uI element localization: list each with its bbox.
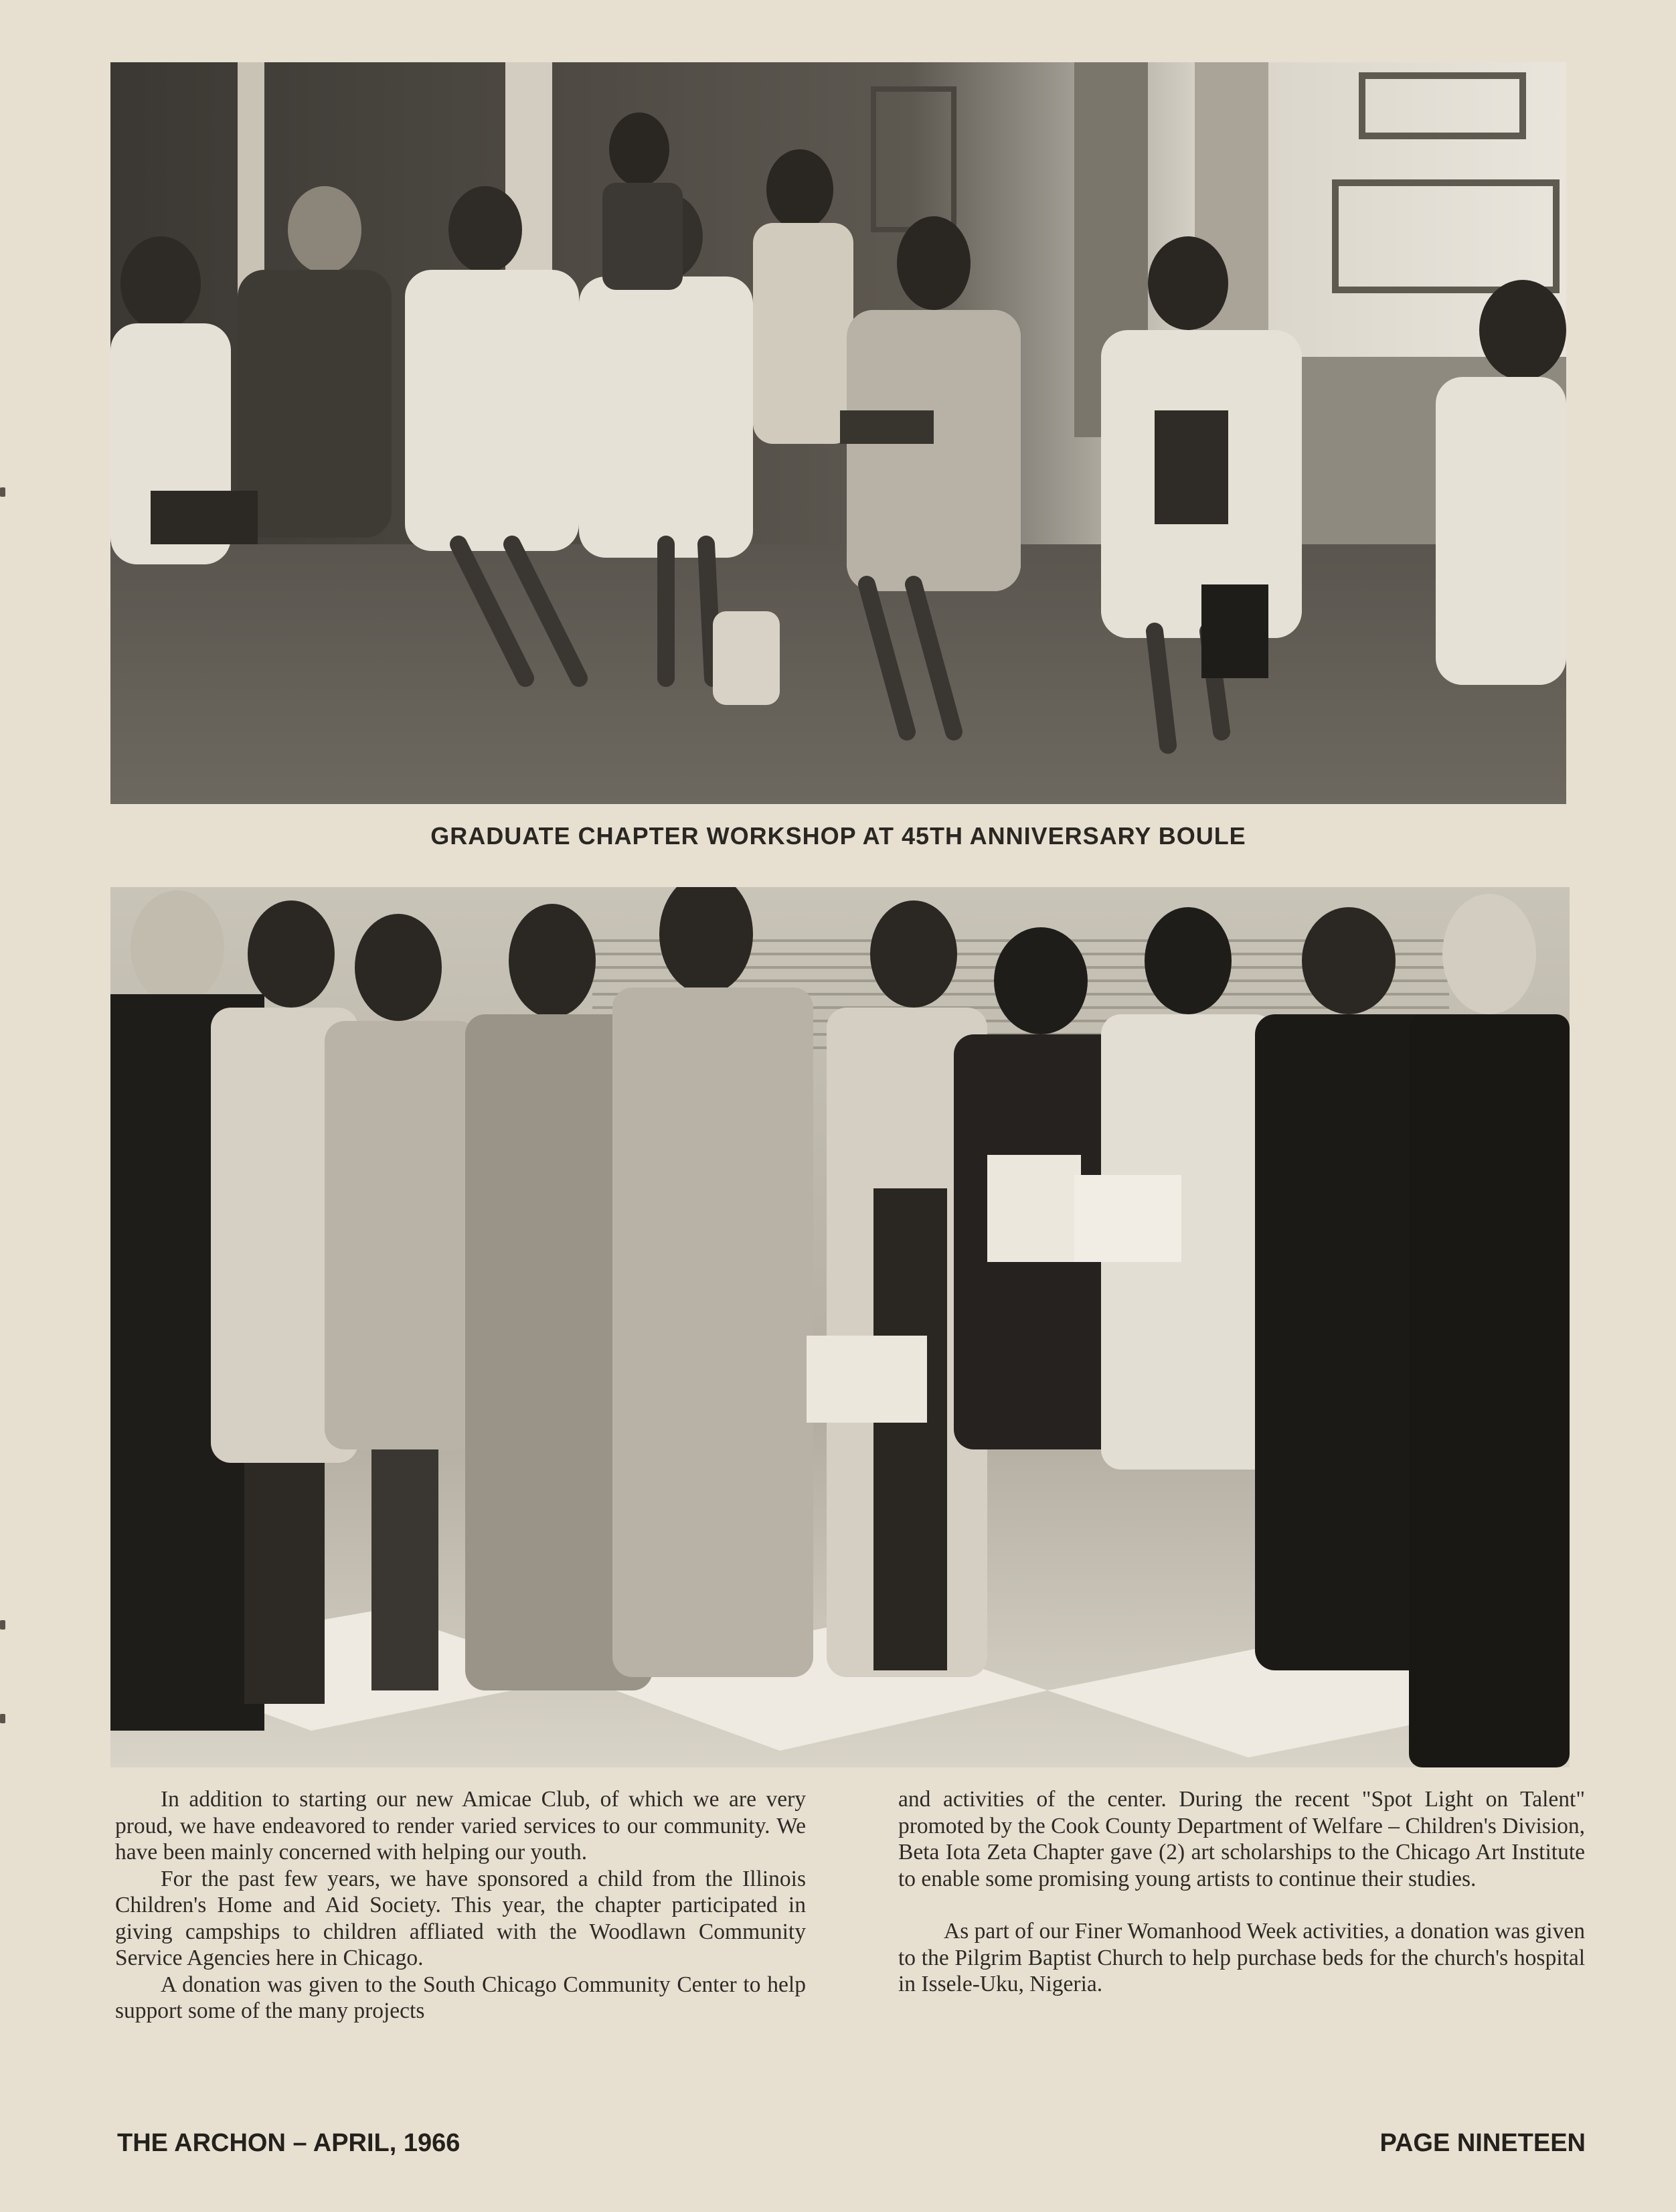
article-paragraph: As part of our Finer Womanhood Week activities, a donation was given to the Pilgrim Baptist Church to help purchase beds for the church's hospital in Issele-Uku, Nigeria. <box>898 1919 1585 1996</box>
group-photo-image <box>110 887 1570 1767</box>
photo-caption: GRADUATE CHAPTER WORKSHOP AT 45TH ANNIVERSARY BOULE <box>430 822 1246 850</box>
article-paragraph: For the past few years, we have sponsored a child from the Illinois Children's Home and Aid Society. This year, the chapter participated in giving campships to children affliated with the Woodlawn Community Service Agencies here in Chicago. <box>115 1866 806 1970</box>
binding-mark <box>0 1620 5 1630</box>
page-number: PAGE NINETEEN <box>1379 2129 1586 2157</box>
binding-mark <box>0 487 5 497</box>
workshop-photo-image <box>110 62 1566 804</box>
article-paragraph: A donation was given to the South Chicago Community Center to help support some of the many projects <box>115 1972 806 2023</box>
workshop-photo <box>110 62 1566 804</box>
binding-mark <box>0 1714 5 1723</box>
article-paragraph: In addition to starting our new Amicae Club, of which we are very proud, we have endeavored to render varied services to our community. We have been mainly concerned with helping our youth. <box>115 1787 806 1865</box>
article-column-left <box>115 1786 806 2025</box>
group-photo <box>110 887 1570 1767</box>
publication-date: THE ARCHON – APRIL, 1966 <box>117 2129 460 2157</box>
article-column-right <box>898 1786 1585 1998</box>
article-paragraph: and activities of the center. During the recent "Spot Light on Talent" promoted by the Cook County Department of Welfare – Children's Division, Beta Iota Zeta Chapter gave (2) art scholarships to the Chicago Art Institute to enable some promising young artists to continue their studies. <box>898 1787 1585 1891</box>
